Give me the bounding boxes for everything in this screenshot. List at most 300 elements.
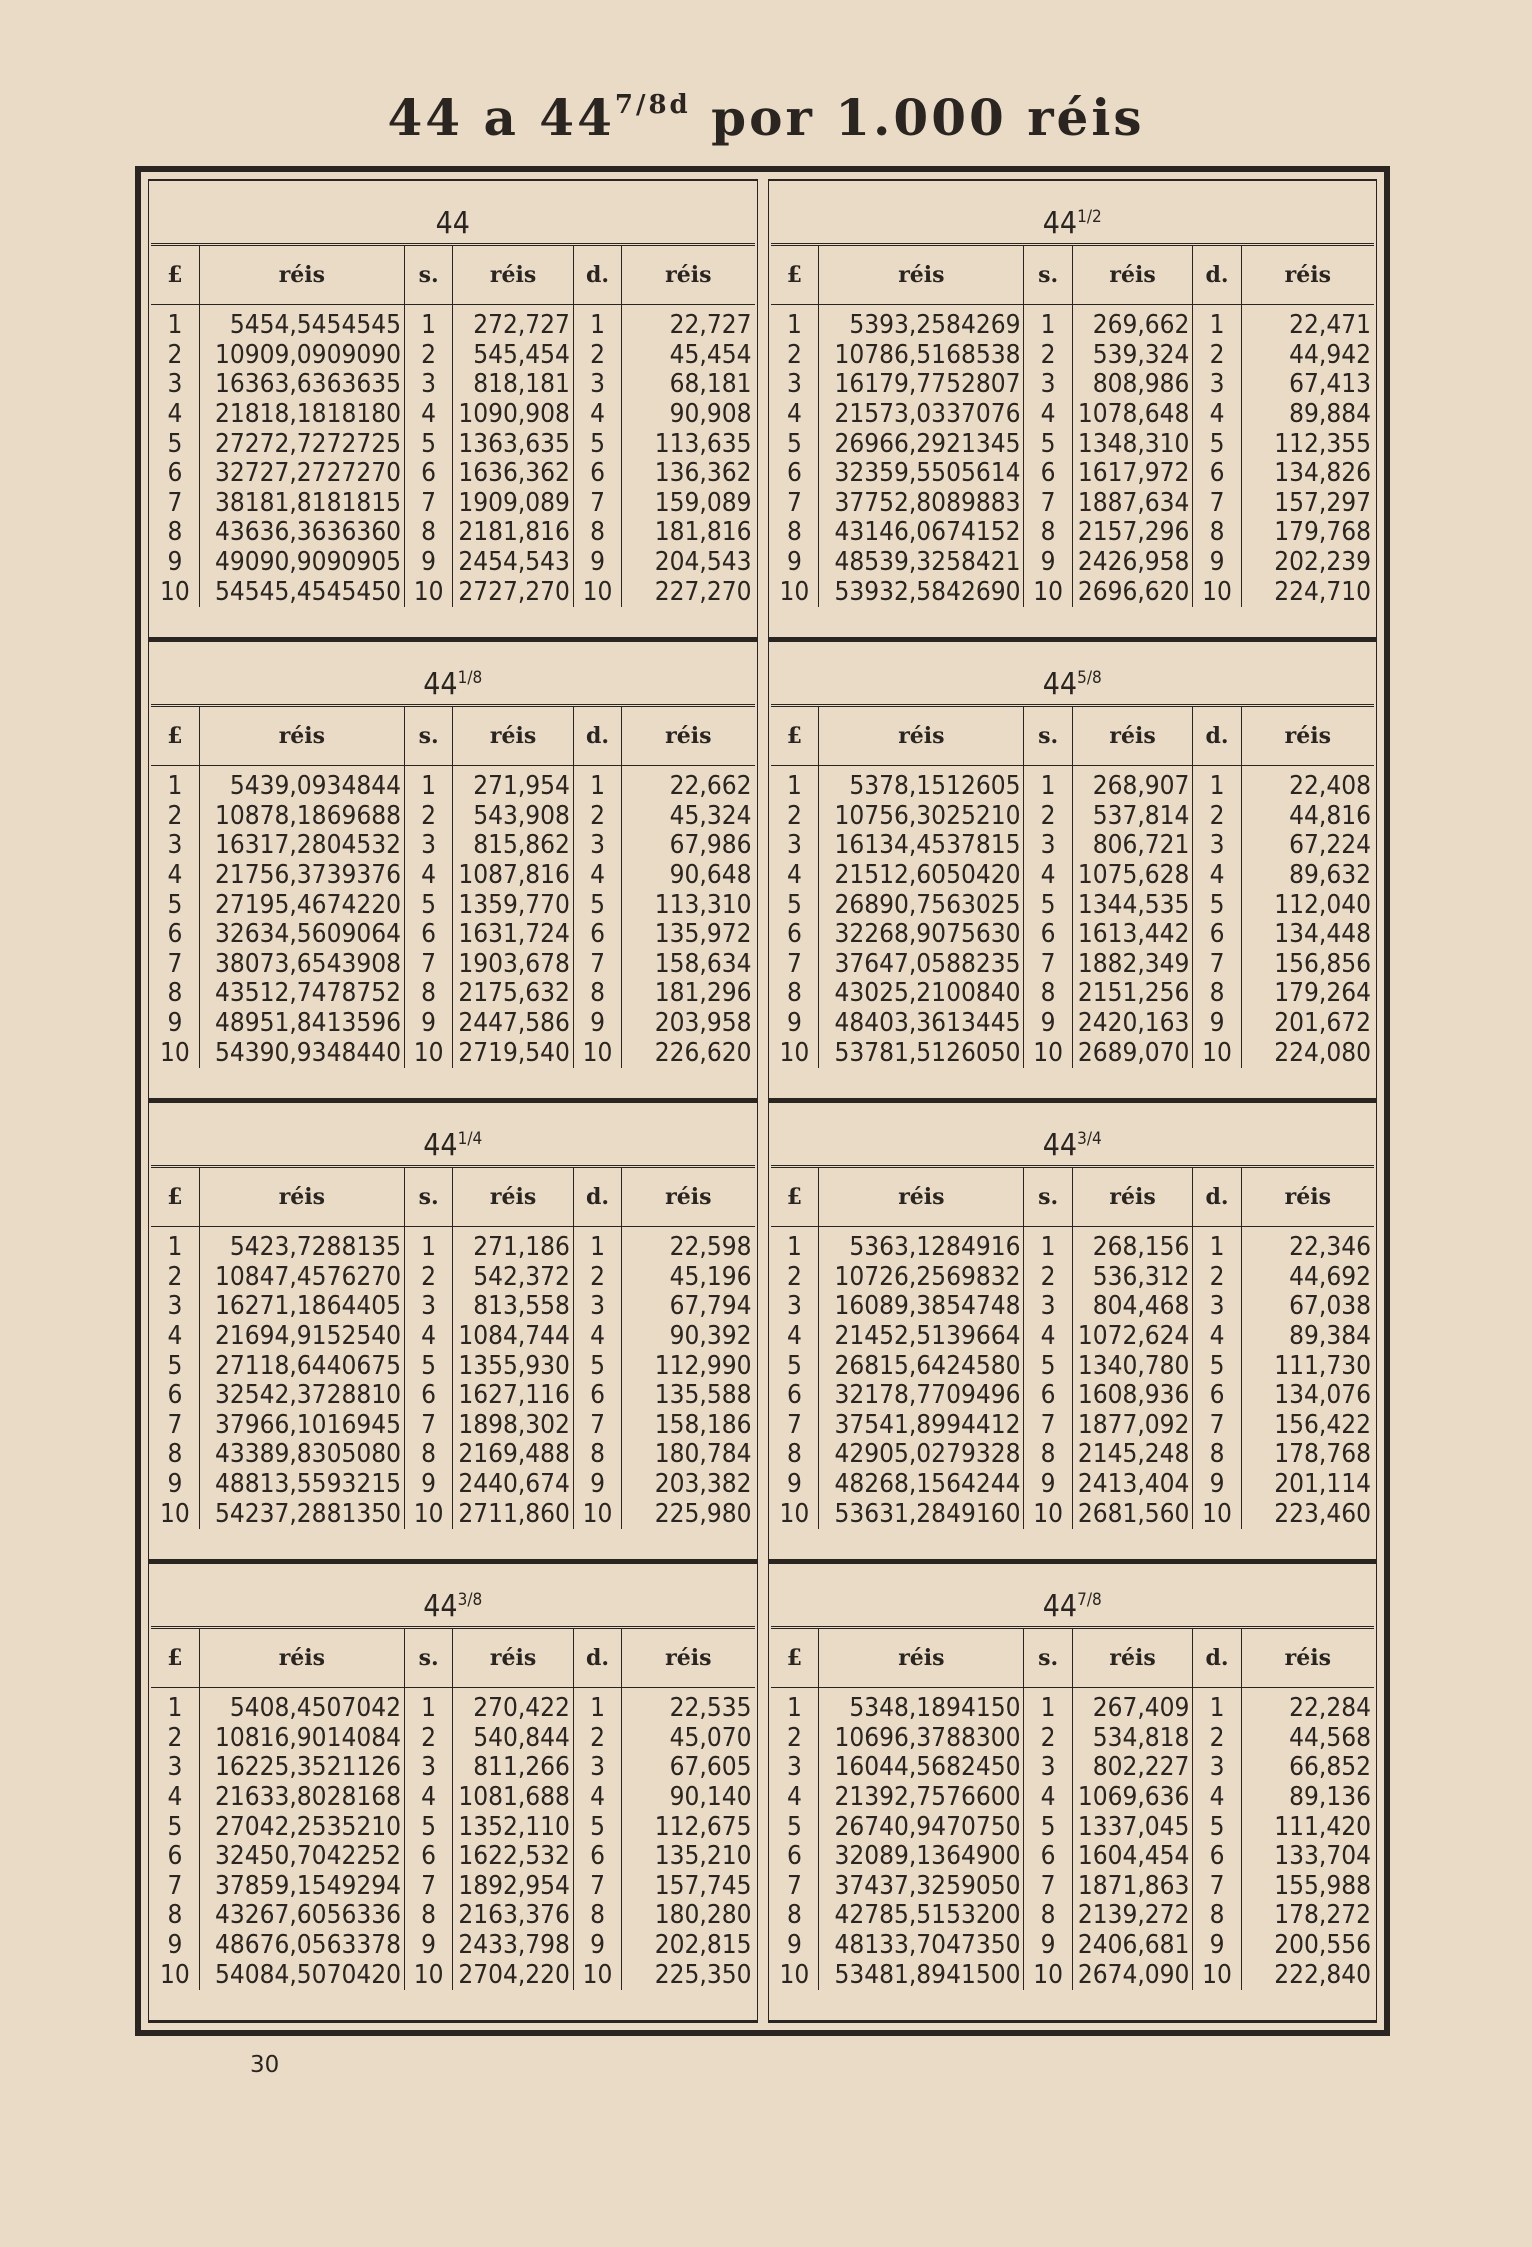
table-cell: 1355,930 — [453, 1351, 574, 1381]
table-cell: 48813,5593215 — [199, 1470, 404, 1500]
column-header-reis: réis — [622, 246, 755, 305]
table-cell: 10 — [779, 1498, 810, 1529]
table-cell: 1608,936 — [1072, 1381, 1193, 1411]
table-cell: 44,568 — [1241, 1724, 1374, 1754]
table-cell: 1877,092 — [1072, 1411, 1193, 1441]
table-cell: 2175,632 — [453, 979, 574, 1009]
table-row — [151, 305, 755, 341]
table-cell: 7 — [573, 950, 621, 980]
table-cell: 21756,3739376 — [199, 861, 404, 891]
table-row — [151, 548, 755, 578]
table-cell: 5 — [167, 428, 183, 459]
table-cell: 2447,586 — [453, 1009, 574, 1039]
table-cell: 2433,798 — [453, 1931, 574, 1961]
table-cell: 16363,6363635 — [199, 370, 404, 400]
table-cell: 1359,770 — [453, 890, 574, 920]
table-row — [151, 489, 755, 519]
table-cell: 6 — [404, 459, 452, 489]
table-cell: 135,210 — [622, 1842, 755, 1872]
table-cell: 4 — [167, 1782, 183, 1813]
table-cell: 53932,5842690 — [819, 577, 1024, 607]
table-cell: 222,840 — [1241, 1960, 1374, 1990]
table-cell: 811,266 — [453, 1753, 574, 1783]
table-cell: 54390,9348440 — [199, 1038, 404, 1068]
table-cell: 67,038 — [1241, 1292, 1374, 1322]
table-cell: 7 — [404, 1872, 452, 1902]
table-cell: 269,662 — [1072, 305, 1193, 341]
table-cell: 1 — [404, 1227, 452, 1263]
table-cell: 9 — [1024, 1931, 1072, 1961]
table-cell: 3 — [1024, 1292, 1072, 1322]
column-header-reis: réis — [819, 246, 1024, 305]
table-cell: 8 — [404, 1440, 452, 1470]
table-cell: 9 — [573, 1009, 621, 1039]
table-cell: 1 — [404, 305, 452, 341]
rate-block — [768, 1562, 1378, 2023]
table-row — [151, 890, 755, 920]
table-cell: 2 — [1024, 1724, 1072, 1754]
table-cell: 22,408 — [1241, 766, 1374, 802]
table-cell: 5348,1894150 — [819, 1688, 1024, 1724]
table-cell: 1617,972 — [1072, 459, 1193, 489]
table-cell: 10786,5168538 — [819, 341, 1024, 371]
table-row — [771, 950, 1375, 980]
table-cell: 3 — [573, 1753, 621, 1783]
table-row — [151, 1931, 755, 1961]
table-row — [151, 802, 755, 832]
table-cell: 224,710 — [1241, 577, 1374, 607]
column-header-reis: réis — [199, 707, 404, 766]
table-cell: 4 — [167, 399, 183, 430]
table-cell: 10 — [573, 1960, 621, 1990]
table-cell: 7 — [167, 487, 183, 518]
table-row — [151, 1872, 755, 1902]
table-cell: 44,692 — [1241, 1263, 1374, 1293]
rate-table — [151, 246, 755, 607]
table-cell: 5363,1284916 — [819, 1227, 1024, 1263]
table-cell: 1613,442 — [1072, 920, 1193, 950]
table-cell: 268,907 — [1072, 766, 1193, 802]
block-title-fraction: 1/8 — [457, 668, 483, 688]
table-cell: 1622,532 — [453, 1842, 574, 1872]
table-cell: 1344,535 — [1072, 890, 1193, 920]
table-cell: 3 — [573, 370, 621, 400]
table-cell: 16134,4537815 — [819, 831, 1024, 861]
table-cell: 10 — [779, 1037, 810, 1068]
title-fraction: 7/8d — [614, 90, 691, 121]
table-row — [771, 1688, 1375, 1724]
table-cell: 1348,310 — [1072, 429, 1193, 459]
table-cell: 8 — [167, 1439, 183, 1470]
table-cell: 815,862 — [453, 831, 574, 861]
table-cell: 1352,110 — [453, 1812, 574, 1842]
table-cell: 178,272 — [1241, 1901, 1374, 1931]
table-cell: 8 — [786, 1900, 802, 1931]
column-header-pound: £ — [151, 246, 199, 305]
table-cell: 10756,3025210 — [819, 802, 1024, 832]
table-cell: 3 — [786, 1291, 802, 1322]
table-cell: 10 — [779, 1959, 810, 1990]
table-cell: 67,986 — [622, 831, 755, 861]
table-cell: 267,409 — [1072, 1688, 1193, 1724]
table-cell: 7 — [573, 1411, 621, 1441]
table-cell: 3 — [1193, 1292, 1241, 1322]
table-cell: 7 — [167, 1409, 183, 1440]
table-cell: 5 — [1024, 1351, 1072, 1381]
table-cell: 6 — [1024, 920, 1072, 950]
table-cell: 159,089 — [622, 489, 755, 519]
table-cell: 225,980 — [622, 1499, 755, 1529]
table-cell: 26740,9470750 — [819, 1812, 1024, 1842]
table-row — [151, 1009, 755, 1039]
table-cell: 4 — [1024, 400, 1072, 430]
table-cell: 2 — [167, 339, 183, 370]
column-header-reis: réis — [1241, 707, 1374, 766]
table-cell: 42785,5153200 — [819, 1901, 1024, 1931]
table-cell: 67,224 — [1241, 831, 1374, 861]
table-cell: 2696,620 — [1072, 577, 1193, 607]
table-cell: 4 — [1024, 1783, 1072, 1813]
table-cell: 7 — [1024, 1411, 1072, 1441]
table-row — [151, 518, 755, 548]
table-cell: 1631,724 — [453, 920, 574, 950]
table-row — [151, 1381, 755, 1411]
table-cell: 1 — [573, 305, 621, 341]
table-cell: 202,815 — [622, 1931, 755, 1961]
table-row — [151, 950, 755, 980]
table-cell: 6 — [1193, 459, 1241, 489]
table-cell: 4 — [573, 1322, 621, 1352]
column-header-reis: réis — [819, 1629, 1024, 1688]
table-cell: 8 — [1193, 518, 1241, 548]
table-row — [771, 802, 1375, 832]
table-cell: 90,140 — [622, 1783, 755, 1813]
table-cell: 3 — [1193, 370, 1241, 400]
table-row — [151, 1499, 755, 1529]
table-cell: 8 — [404, 979, 452, 1009]
table-cell: 204,543 — [622, 548, 755, 578]
table-cell: 9 — [786, 1008, 802, 1039]
table-cell: 539,324 — [1072, 341, 1193, 371]
table-cell: 8 — [404, 1901, 452, 1931]
table-cell: 9 — [573, 1931, 621, 1961]
table-cell: 9 — [167, 1930, 183, 1961]
table-cell: 2727,270 — [453, 577, 574, 607]
column-header-s: s. — [1024, 1168, 1072, 1227]
block-title-fraction: 1/4 — [457, 1129, 483, 1149]
table-cell: 6 — [573, 1842, 621, 1872]
table-cell: 89,384 — [1241, 1322, 1374, 1352]
table-cell: 5 — [573, 429, 621, 459]
table-cell: 4 — [167, 860, 183, 891]
table-cell: 16271,1864405 — [199, 1292, 404, 1322]
table-cell: 1072,624 — [1072, 1322, 1193, 1352]
table-cell: 180,784 — [622, 1440, 755, 1470]
table-cell: 5 — [1024, 1812, 1072, 1842]
table-cell: 537,814 — [1072, 802, 1193, 832]
table-cell: 111,730 — [1241, 1351, 1374, 1381]
table-cell: 37647,0588235 — [819, 950, 1024, 980]
table-cell: 4 — [1024, 1322, 1072, 1352]
table-cell: 2406,681 — [1072, 1931, 1193, 1961]
table-cell: 3 — [786, 369, 802, 400]
table-row — [771, 861, 1375, 891]
table-cell: 8 — [573, 979, 621, 1009]
block-title-fraction: 3/4 — [1077, 1129, 1102, 1149]
table-cell: 10 — [1193, 1960, 1241, 1990]
table-cell: 2440,674 — [453, 1470, 574, 1500]
block-title-fraction: 1/2 — [1077, 207, 1102, 227]
column-header-d: d. — [573, 707, 621, 766]
column-header-reis: réis — [1072, 1168, 1193, 1227]
table-row — [771, 459, 1375, 489]
table-cell: 38073,6543908 — [199, 950, 404, 980]
column-header-s: s. — [404, 1168, 452, 1227]
table-row — [151, 1440, 755, 1470]
table-cell: 5 — [167, 1811, 183, 1842]
table-cell: 5 — [573, 890, 621, 920]
table-cell: 10878,1869688 — [199, 802, 404, 832]
rate-block — [148, 179, 758, 640]
table-cell: 4 — [786, 860, 802, 891]
table-cell: 49090,9090905 — [199, 548, 404, 578]
table-cell: 2681,560 — [1072, 1499, 1193, 1529]
table-cell: 3 — [1024, 1753, 1072, 1783]
table-cell: 113,635 — [622, 429, 755, 459]
table-row — [771, 979, 1375, 1009]
column-header-reis: réis — [819, 707, 1024, 766]
table-cell: 21452,5139664 — [819, 1322, 1024, 1352]
table-cell: 3 — [786, 1752, 802, 1783]
table-cell: 5 — [573, 1812, 621, 1842]
table-cell: 2145,248 — [1072, 1440, 1193, 1470]
table-cell: 4 — [167, 1321, 183, 1352]
table-cell: 135,972 — [622, 920, 755, 950]
table-cell: 1 — [1024, 305, 1072, 341]
table-row — [771, 305, 1375, 341]
table-cell: 5393,2584269 — [819, 305, 1024, 341]
column-header-pound: £ — [771, 1168, 819, 1227]
table-cell: 2 — [573, 1724, 621, 1754]
table-row — [771, 489, 1375, 519]
table-cell: 112,990 — [622, 1351, 755, 1381]
table-cell: 10 — [1024, 1499, 1072, 1529]
table-cell: 21512,6050420 — [819, 861, 1024, 891]
table-cell: 5 — [1024, 429, 1072, 459]
table-cell: 802,227 — [1072, 1753, 1193, 1783]
table-cell: 89,632 — [1241, 861, 1374, 891]
table-row — [151, 459, 755, 489]
table-cell: 26815,6424580 — [819, 1351, 1024, 1381]
table-cell: 9 — [1193, 548, 1241, 578]
table-cell: 180,280 — [622, 1901, 755, 1931]
table-cell: 1627,116 — [453, 1381, 574, 1411]
table-row — [151, 341, 755, 371]
table-row — [771, 1872, 1375, 1902]
table-cell: 201,114 — [1241, 1470, 1374, 1500]
table-cell: 203,382 — [622, 1470, 755, 1500]
table-row — [151, 1812, 755, 1842]
column-header-d: d. — [1193, 1168, 1241, 1227]
table-row — [151, 1724, 755, 1754]
table-cell: 808,986 — [1072, 370, 1193, 400]
table-cell: 6 — [404, 1381, 452, 1411]
column-header-s: s. — [404, 246, 452, 305]
table-cell: 43512,7478752 — [199, 979, 404, 1009]
table-cell: 5 — [1193, 890, 1241, 920]
table-cell: 10 — [1193, 1499, 1241, 1529]
table-cell: 227,270 — [622, 577, 755, 607]
table-cell: 10 — [404, 1038, 452, 1068]
column-header-reis: réis — [1072, 1629, 1193, 1688]
table-cell: 27195,4674220 — [199, 890, 404, 920]
table-cell: 10816,9014084 — [199, 1724, 404, 1754]
table-cell: 9 — [1024, 1009, 1072, 1039]
table-cell: 9 — [1024, 1470, 1072, 1500]
table-cell: 8 — [786, 1439, 802, 1470]
table-cell: 8 — [573, 1901, 621, 1931]
table-cell: 90,392 — [622, 1322, 755, 1352]
table-cell: 1909,089 — [453, 489, 574, 519]
table-row — [771, 1470, 1375, 1500]
table-cell: 6 — [786, 919, 802, 950]
table-cell: 6 — [1193, 1381, 1241, 1411]
table-cell: 22,662 — [622, 766, 755, 802]
table-cell: 45,454 — [622, 341, 755, 371]
block-title: $44^{1/8}$ — [151, 642, 755, 707]
table-row — [151, 1842, 755, 1872]
table-cell: 16179,7752807 — [819, 370, 1024, 400]
table-cell: 4 — [404, 1322, 452, 1352]
table-cell: 5454,5454545 — [199, 305, 404, 341]
column-header-s: s. — [404, 707, 452, 766]
table-row — [151, 1227, 755, 1263]
table-cell: 48268,1564244 — [819, 1470, 1024, 1500]
table-cell: 9 — [1193, 1931, 1241, 1961]
table-cell: 7 — [786, 1870, 802, 1901]
column-header-reis: réis — [199, 1629, 404, 1688]
table-cell: 7 — [404, 489, 452, 519]
table-cell: 6 — [1193, 920, 1241, 950]
table-cell: 5 — [404, 429, 452, 459]
table-cell: 1363,635 — [453, 429, 574, 459]
table-cell: 6 — [404, 920, 452, 950]
block-title: $44^{1/2}$ — [771, 181, 1375, 246]
rate-block — [148, 1101, 758, 1562]
table-cell: 7 — [1193, 950, 1241, 980]
table-cell: 6 — [573, 920, 621, 950]
table-cell: 1892,954 — [453, 1872, 574, 1902]
column-header-d: d. — [1193, 246, 1241, 305]
column-header-reis: réis — [453, 707, 574, 766]
table-cell: 1887,634 — [1072, 489, 1193, 519]
table-cell: 9 — [404, 1931, 452, 1961]
table-cell: 2 — [167, 800, 183, 831]
table-cell: 9 — [167, 1008, 183, 1039]
table-cell: 1 — [573, 766, 621, 802]
table-cell: 10 — [779, 576, 810, 607]
block-title: $44^{5/8}$ — [771, 642, 1375, 707]
rate-block — [768, 179, 1378, 640]
table-cell: 32089,1364900 — [819, 1842, 1024, 1872]
table-cell: 48951,8413596 — [199, 1009, 404, 1039]
page-title — [0, 88, 1532, 147]
table-cell: 6 — [167, 1380, 183, 1411]
table-cell: 3 — [1024, 831, 1072, 861]
table-cell: 3 — [1024, 370, 1072, 400]
table-cell: 6 — [1024, 459, 1072, 489]
table-cell: 5 — [1193, 429, 1241, 459]
table-cell: 7 — [573, 1872, 621, 1902]
table-cell: 226,620 — [622, 1038, 755, 1068]
table-cell: 203,958 — [622, 1009, 755, 1039]
table-cell: 134,076 — [1241, 1381, 1374, 1411]
table-cell: 4 — [1193, 1322, 1241, 1352]
table-cell: 45,324 — [622, 802, 755, 832]
table-cell: 2 — [1024, 802, 1072, 832]
table-cell: 7 — [573, 489, 621, 519]
table-cell: 6 — [167, 458, 183, 489]
table-cell: 1 — [167, 771, 183, 802]
table-cell: 27272,7272725 — [199, 429, 404, 459]
column-header-d: d. — [573, 246, 621, 305]
table-row — [771, 1499, 1375, 1529]
table-cell: 545,454 — [453, 341, 574, 371]
table-cell: 2 — [573, 802, 621, 832]
table-row — [771, 1038, 1375, 1068]
table-cell: 6 — [1024, 1381, 1072, 1411]
table-cell: 89,884 — [1241, 400, 1374, 430]
table-cell: 202,239 — [1241, 548, 1374, 578]
table-row — [151, 920, 755, 950]
table-row — [151, 1783, 755, 1813]
table-cell: 1 — [404, 766, 452, 802]
column-header-s: s. — [1024, 1629, 1072, 1688]
table-cell: 2 — [404, 341, 452, 371]
table-cell: 10 — [1024, 1038, 1072, 1068]
table-cell: 4 — [786, 1782, 802, 1813]
table-row — [151, 831, 755, 861]
table-cell: 6 — [1024, 1842, 1072, 1872]
table-cell: 8 — [167, 978, 183, 1009]
table-cell: 2 — [1024, 341, 1072, 371]
table-cell: 2 — [1024, 1263, 1072, 1293]
table-row — [151, 861, 755, 891]
table-cell: 10 — [1193, 577, 1241, 607]
table-cell: 534,818 — [1072, 1724, 1193, 1754]
table-cell: 1882,349 — [1072, 950, 1193, 980]
table-cell: 1 — [1193, 1227, 1241, 1263]
table-cell: 4 — [1193, 861, 1241, 891]
table-cell: 10909,0909090 — [199, 341, 404, 371]
table-cell: 16089,3854748 — [819, 1292, 1024, 1322]
table-cell: 10 — [1024, 577, 1072, 607]
table-cell: 10 — [160, 1037, 190, 1068]
table-cell: 181,816 — [622, 518, 755, 548]
table-cell: 7 — [1024, 950, 1072, 980]
table-cell: 5439,0934844 — [199, 766, 404, 802]
table-cell: 7 — [167, 1870, 183, 1901]
table-cell: 135,588 — [622, 1381, 755, 1411]
table-cell: 5 — [786, 428, 802, 459]
table-cell: 22,284 — [1241, 1688, 1374, 1724]
table-cell: 32268,9075630 — [819, 920, 1024, 950]
column-header-s: s. — [1024, 246, 1072, 305]
table-cell: 1 — [167, 310, 183, 341]
column-header-reis: réis — [1241, 246, 1374, 305]
table-cell: 37752,8089883 — [819, 489, 1024, 519]
table-cell: 3 — [404, 1753, 452, 1783]
